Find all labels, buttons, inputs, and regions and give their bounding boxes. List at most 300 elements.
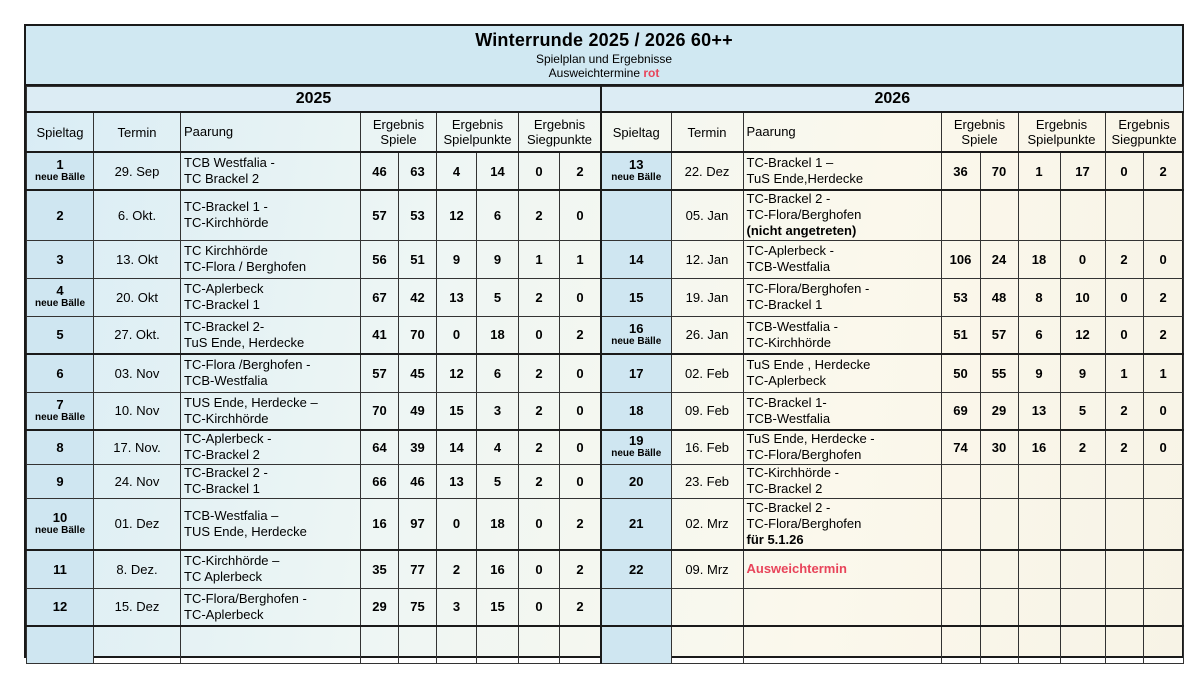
termin-cell [94, 626, 181, 663]
result-cell-sg1: 2 [519, 430, 560, 464]
result-cell-s2: 39 [399, 430, 437, 464]
result-cell-sg2: 0 [560, 392, 601, 430]
spieltag-number: 22 [629, 561, 644, 577]
result-cell-sg1: 0 [519, 588, 560, 626]
table-row [27, 550, 601, 588]
spieltag-cell [27, 464, 94, 498]
col-paarung: Paarung [181, 112, 361, 152]
result-cell-sg1: 2 [519, 278, 560, 316]
result-cell-sg1: 0 [1105, 152, 1143, 190]
spieltag-cell [601, 316, 671, 354]
spieltag-number: 9 [56, 473, 64, 489]
result-cell-sg1: 0 [519, 316, 560, 354]
spieltag-cell [27, 626, 94, 663]
paarung-line-1: TCB Westfalia - [184, 155, 275, 170]
result-cell-sg1: 2 [1105, 240, 1143, 278]
result-cell-sp2 [1060, 190, 1105, 240]
paarung-line-2: TUS Ende, Herdecke [184, 523, 307, 539]
spieltag-cell [27, 588, 94, 626]
result-cell-sp1: 18 [1018, 240, 1060, 278]
result-cell-sg2: 1 [1143, 354, 1183, 392]
result-cell-sp2: 14 [477, 152, 519, 190]
result-cell-s2: 45 [399, 354, 437, 392]
spieltag-cell [27, 152, 94, 190]
result-cell-sg2 [1143, 464, 1183, 498]
result-cell-sp1 [1018, 498, 1060, 550]
spieltag-cell [601, 430, 671, 464]
termin-cell: 20. Okt [94, 278, 181, 316]
result-cell-sg1 [1105, 626, 1143, 663]
result-cell-s2: 46 [399, 464, 437, 498]
paarung-cell [743, 152, 941, 190]
result-cell-sg1: 1 [1105, 354, 1143, 392]
result-cell-sp1: 13 [1018, 392, 1060, 430]
result-cell-sg2: 2 [560, 550, 601, 588]
spieltag-number: 5 [56, 327, 64, 343]
paarung-line-3: für 5.1.26 [746, 531, 804, 547]
table-row [601, 354, 1183, 392]
spieltag-number: 20 [629, 473, 644, 489]
result-cell-sp2: 9 [1060, 354, 1105, 392]
termin-cell: 12. Jan [671, 240, 743, 278]
termin-cell: 24. Nov [94, 464, 181, 498]
paarung-line-1: TC-Kirchhörde - [746, 465, 839, 480]
spieltag-number: 1 [56, 157, 64, 172]
termin-cell: 10. Nov [94, 392, 181, 430]
note-red-word: rot [643, 66, 660, 80]
paarung-cell [181, 392, 361, 430]
spieltag-cell [601, 278, 671, 316]
spieltag-cell [27, 354, 94, 392]
neue-baelle-label: neue Bälle [611, 335, 662, 347]
paarung-cell [181, 588, 361, 626]
table-row [601, 626, 1183, 663]
result-cell-s1: 57 [361, 190, 399, 240]
table-row [27, 498, 601, 550]
termin-cell: 27. Okt. [94, 316, 181, 354]
spieltag-number: 11 [53, 561, 67, 577]
spieltag-number: 10 [52, 509, 68, 525]
result-cell-sp2: 5 [477, 464, 519, 498]
result-cell-s2: 53 [399, 190, 437, 240]
paarung-cell [743, 190, 941, 240]
result-cell-sg2 [1143, 498, 1183, 550]
result-cell-sg2 [560, 626, 601, 663]
termin-cell: 8. Dez. [94, 550, 181, 588]
termin-cell: 09. Feb [671, 392, 743, 430]
result-cell-s2: 77 [399, 550, 437, 588]
spieltag-number: 17 [629, 365, 644, 381]
result-cell-s1: 69 [941, 392, 980, 430]
col-termin: Termin [671, 112, 743, 152]
result-cell-sg1: 2 [519, 190, 560, 240]
spieltag-number: 21 [629, 516, 644, 532]
spieltag-cell [601, 550, 671, 588]
spieltag-number: 19 [629, 433, 644, 449]
result-cell-sg1 [519, 626, 560, 663]
result-cell-s2 [980, 626, 1018, 663]
result-cell-sp1: 14 [437, 430, 477, 464]
table-row [27, 464, 601, 498]
paarung-line-2: TC-Flora/Berghofen [746, 207, 862, 223]
paarung-line-1: TCB-Westfalia - [746, 318, 838, 334]
spieltag-cell [601, 190, 671, 240]
result-cell-sg2: 2 [560, 588, 601, 626]
result-cell-sg2: 0 [560, 354, 601, 392]
ausweichtermin-label: Ausweichtermin [746, 561, 847, 577]
paarung-cell [743, 498, 941, 550]
result-cell-sg2 [1143, 190, 1183, 240]
result-cell-s2: 57 [980, 316, 1018, 354]
result-cell-s2: 48 [980, 278, 1018, 316]
spieltag-cell [27, 278, 94, 316]
termin-cell: 19. Jan [671, 278, 743, 316]
spieltag-number: 18 [629, 403, 644, 419]
paarung-line-1: TCB-Westfalia – [184, 507, 279, 523]
result-cell-sp1: 1 [1018, 152, 1060, 190]
result-cell-s1: 29 [361, 588, 399, 626]
result-cell-s1: 51 [941, 316, 980, 354]
spieltag-number: 16 [629, 320, 644, 336]
paarung-line-2: TCB-Westfalia [746, 410, 831, 426]
note-text: Ausweichtermine [548, 66, 644, 80]
table-row [27, 152, 601, 190]
paarung-line-2: TC-Brackel 1 [184, 481, 260, 496]
table-row [601, 278, 1183, 316]
spieltag-number: 8 [56, 439, 64, 455]
result-cell-s1: 46 [361, 152, 399, 190]
paarung-line-2: TC-Kirchhörde [184, 410, 269, 426]
paarung-line-2: TCB-Westfalia [184, 373, 268, 389]
spieltag-cell [601, 588, 671, 626]
result-cell-sp2: 2 [1060, 430, 1105, 464]
result-cell-sg2: 0 [1143, 430, 1183, 464]
paarung-line-1: TC-Brackel 1 - [184, 199, 268, 215]
spieltag-cell [27, 316, 94, 354]
neue-baelle-label: neue Bälle [34, 298, 86, 309]
spieltag-cell [27, 550, 94, 588]
result-cell-sp1: 3 [437, 588, 477, 626]
result-cell-sg2: 2 [1143, 278, 1183, 316]
paarung-cell [743, 550, 941, 588]
paarung-cell [181, 626, 361, 663]
result-cell-s1: 67 [361, 278, 399, 316]
paarung-line-2: TC-Brackel 1 [184, 297, 260, 312]
table-row [601, 464, 1183, 498]
spieltag-cell [27, 190, 94, 240]
result-cell-s2: 49 [399, 392, 437, 430]
result-cell-s1: 56 [361, 240, 399, 278]
paarung-line-1: TC-Flora/Berghofen - [746, 281, 870, 296]
termin-cell: 03. Nov [94, 354, 181, 392]
neue-baelle-label: neue Bälle [611, 448, 662, 460]
result-cell-sg1: 1 [519, 240, 560, 278]
paarung-line-1: TC-Aplerbeck - [184, 431, 272, 447]
paarung-cell [743, 354, 941, 392]
result-cell-s2: 51 [399, 240, 437, 278]
col-ergebnis-spiele: Ergebnis Spiele [941, 112, 1018, 152]
paarung-line-1: TC-Brackel 2 - [746, 191, 831, 207]
result-cell-sg1 [1105, 498, 1143, 550]
result-cell-sp2: 10 [1060, 278, 1105, 316]
table-row [27, 278, 601, 316]
result-cell-sp1: 0 [437, 316, 477, 354]
paarung-line-1: TC-Aplerbeck - [746, 243, 834, 258]
result-cell-sp2: 15 [477, 588, 519, 626]
paarung-cell [743, 430, 941, 464]
paarung-cell [743, 240, 941, 278]
table-2026 [600, 86, 1184, 664]
result-cell-sg1: 0 [519, 550, 560, 588]
result-cell-s1: 53 [941, 278, 980, 316]
result-cell-sp1: 13 [437, 464, 477, 498]
result-cell-sp2: 5 [1060, 392, 1105, 430]
paarung-cell [181, 430, 361, 464]
termin-cell [671, 588, 743, 626]
spieltag-cell [601, 354, 671, 392]
paarung-cell [743, 626, 941, 663]
result-cell-sg1: 2 [519, 392, 560, 430]
result-cell-sp1 [437, 626, 477, 663]
result-cell-s2 [980, 464, 1018, 498]
paarung-cell [743, 464, 941, 498]
result-cell-s1: 36 [941, 152, 980, 190]
spieltag-number: 6 [56, 365, 64, 381]
termin-cell: 22. Dez [671, 152, 743, 190]
result-cell-sg1: 2 [519, 464, 560, 498]
result-cell-sg2: 0 [560, 278, 601, 316]
result-cell-sg2: 0 [1143, 392, 1183, 430]
result-cell-sg2: 0 [560, 190, 601, 240]
termin-cell: 05. Jan [671, 190, 743, 240]
paarung-cell [743, 278, 941, 316]
termin-cell: 09. Mrz [671, 550, 743, 588]
result-cell-s1 [941, 190, 980, 240]
result-cell-sp2 [1060, 550, 1105, 588]
result-cell-sp1: 0 [437, 498, 477, 550]
paarung-cell [181, 152, 361, 190]
table-row [601, 588, 1183, 626]
neue-baelle-label: neue Bälle [34, 172, 86, 183]
result-cell-sp2: 3 [477, 392, 519, 430]
result-cell-sp1 [1018, 588, 1060, 626]
table-row [27, 588, 601, 626]
result-cell-sp2: 18 [477, 498, 519, 550]
termin-cell: 23. Feb [671, 464, 743, 498]
result-cell-s1 [941, 588, 980, 626]
paarung-cell [181, 498, 361, 550]
paarung-line-2: TCB-Westfalia [746, 259, 831, 274]
result-cell-sp2: 5 [477, 278, 519, 316]
col-ergebnis-spielpunkte: Ergebnis Spielpunkte [437, 112, 519, 152]
paarung-line-2: TC-Aplerbeck [184, 606, 264, 622]
table-row [601, 430, 1183, 464]
sheet-title: Winterrunde 2025 / 2026 60++ [475, 30, 733, 50]
result-cell-sp1 [1018, 550, 1060, 588]
table-row [27, 354, 601, 392]
paarung-line-2: TC-Brackel 2 [746, 481, 823, 496]
result-cell-sp1: 15 [437, 392, 477, 430]
spieltag-cell [601, 626, 671, 663]
table-row [27, 190, 601, 240]
result-cell-sg2: 2 [1143, 152, 1183, 190]
result-cell-s2: 70 [980, 152, 1018, 190]
table-row [601, 550, 1183, 588]
col-ergebnis-siegpunkte: Ergebnis Siegpunkte [519, 112, 601, 152]
spieltag-number: 7 [56, 396, 64, 412]
result-cell-s1: 41 [361, 316, 399, 354]
result-cell-sp1 [1018, 464, 1060, 498]
result-cell-sp2: 17 [1060, 152, 1105, 190]
result-cell-sg2: 2 [1143, 316, 1183, 354]
paarung-line-1: TC Kirchhörde [184, 243, 268, 258]
result-cell-sg2: 0 [560, 430, 601, 464]
paarung-cell [743, 316, 941, 354]
result-cell-s2: 29 [980, 392, 1018, 430]
paarung-line-2: TC Aplerbeck [184, 569, 263, 585]
paarung-cell [181, 316, 361, 354]
result-cell-sg1: 0 [519, 152, 560, 190]
termin-cell [671, 626, 743, 663]
termin-cell: 29. Sep [94, 152, 181, 190]
spieltag-number: 4 [56, 283, 64, 298]
result-cell-s1: 70 [361, 392, 399, 430]
paarung-line-2: TuS Ende,Herdecke [746, 171, 864, 186]
termin-cell: 02. Feb [671, 354, 743, 392]
termin-cell: 6. Okt. [94, 190, 181, 240]
result-cell-sg1 [1105, 190, 1143, 240]
neue-baelle-label: neue Bälle [34, 411, 86, 423]
paarung-line-2: TuS Ende, Herdecke [184, 334, 305, 350]
result-cell-s2: 42 [399, 278, 437, 316]
paarung-line-1: TC-Brackel 1 – [746, 155, 834, 170]
result-cell-sp2: 6 [477, 190, 519, 240]
result-cell-sp1: 16 [1018, 430, 1060, 464]
result-cell-sg2: 2 [560, 498, 601, 550]
result-cell-sp1: 12 [437, 190, 477, 240]
table-row [601, 498, 1183, 550]
result-cell-sp2: 6 [477, 354, 519, 392]
result-cell-sp1: 6 [1018, 316, 1060, 354]
paarung-line-1: TUS Ende, Herdecke – [184, 394, 318, 410]
paarung-line-1: TC-Brackel 2 - [184, 465, 268, 480]
paarung-line-1: TuS Ende, Herdecke - [746, 431, 875, 447]
paarung-line-2: TC-Kirchhörde [746, 334, 832, 350]
table-row [27, 240, 601, 278]
result-cell-sg1: 2 [519, 354, 560, 392]
paarung-line-1: TuS Ende , Herdecke [746, 357, 871, 373]
result-cell-sp2: 0 [1060, 240, 1105, 278]
table-row [601, 316, 1183, 354]
spieltag-number: 14 [629, 251, 644, 267]
sheet-subtitle: Spielplan und Ergebnisse [535, 52, 673, 66]
result-cell-s2: 97 [399, 498, 437, 550]
spieltag-number: 12 [52, 599, 68, 615]
spieltag-cell [601, 464, 671, 498]
result-cell-s1 [941, 498, 980, 550]
table-row [601, 190, 1183, 240]
paarung-line-1: TC-Brackel 1- [746, 394, 827, 410]
spieltag-cell [601, 152, 671, 190]
table-row [601, 152, 1183, 190]
result-cell-sg1: 2 [1105, 392, 1143, 430]
paarung-line-2: TC-Flora/Berghofen [746, 515, 862, 531]
result-cell-s2: 75 [399, 588, 437, 626]
result-cell-s2: 70 [399, 316, 437, 354]
spieltag-number: 3 [56, 251, 64, 267]
result-cell-s1: 50 [941, 354, 980, 392]
spieltag-cell [601, 498, 671, 550]
result-cell-sp2: 16 [477, 550, 519, 588]
result-cell-sp1: 13 [437, 278, 477, 316]
neue-baelle-label: neue Bälle [34, 524, 86, 536]
result-cell-sg2: 0 [1143, 240, 1183, 278]
termin-cell: 26. Jan [671, 316, 743, 354]
paarung-cell [181, 464, 361, 498]
termin-cell: 15. Dez [94, 588, 181, 626]
result-cell-s1 [941, 626, 980, 663]
paarung-cell [181, 354, 361, 392]
result-cell-s2: 24 [980, 240, 1018, 278]
termin-cell: 01. Dez [94, 498, 181, 550]
spieltag-cell [27, 240, 94, 278]
col-spieltag: Spieltag [27, 112, 94, 152]
result-cell-sg2: 2 [560, 316, 601, 354]
result-cell-s1: 66 [361, 464, 399, 498]
result-cell-sg1: 2 [1105, 430, 1143, 464]
result-cell-s1 [361, 626, 399, 663]
col-paarung: Paarung [743, 112, 941, 152]
paarung-line-1: TC-Aplerbeck [184, 281, 264, 296]
year-heading-2025: 2025 [27, 87, 601, 113]
result-cell-sg1: 0 [519, 498, 560, 550]
result-cell-sp1: 8 [1018, 278, 1060, 316]
result-cell-sg1: 0 [1105, 278, 1143, 316]
spieltag-cell [601, 240, 671, 278]
result-cell-sp1 [1018, 190, 1060, 240]
result-cell-sp2 [1060, 464, 1105, 498]
result-cell-s1: 74 [941, 430, 980, 464]
result-cell-sp1: 12 [437, 354, 477, 392]
table-row [27, 430, 601, 464]
result-cell-sp2: 12 [1060, 316, 1105, 354]
spieltag-number: 15 [629, 289, 644, 305]
result-cell-s2 [980, 498, 1018, 550]
table-row [601, 392, 1183, 430]
result-cell-sp1: 9 [1018, 354, 1060, 392]
spieltag-number: 2 [56, 207, 64, 223]
col-ergebnis-spielpunkte: Ergebnis Spielpunkte [1018, 112, 1105, 152]
result-cell-sp1: 9 [437, 240, 477, 278]
table-row [601, 240, 1183, 278]
result-cell-sp2: 9 [477, 240, 519, 278]
result-cell-sg2 [1143, 550, 1183, 588]
paarung-line-2: TC-Brackel 1 [746, 297, 823, 312]
result-cell-sp2: 18 [477, 316, 519, 354]
paarung-line-3: (nicht angetreten) [746, 223, 857, 239]
result-cell-sg1: 0 [1105, 316, 1143, 354]
termin-cell: 16. Feb [671, 430, 743, 464]
paarung-cell [743, 588, 941, 626]
result-cell-s1: 106 [941, 240, 980, 278]
paarung-line-2: TC Brackel 2 [184, 171, 260, 186]
paarung-cell [181, 240, 361, 278]
col-ergebnis-spiele: Ergebnis Spiele [361, 112, 437, 152]
result-cell-sg2 [1143, 588, 1183, 626]
result-cell-sg2 [1143, 626, 1183, 663]
schedule-sheet [24, 24, 1184, 658]
sheet-note [26, 66, 1182, 80]
